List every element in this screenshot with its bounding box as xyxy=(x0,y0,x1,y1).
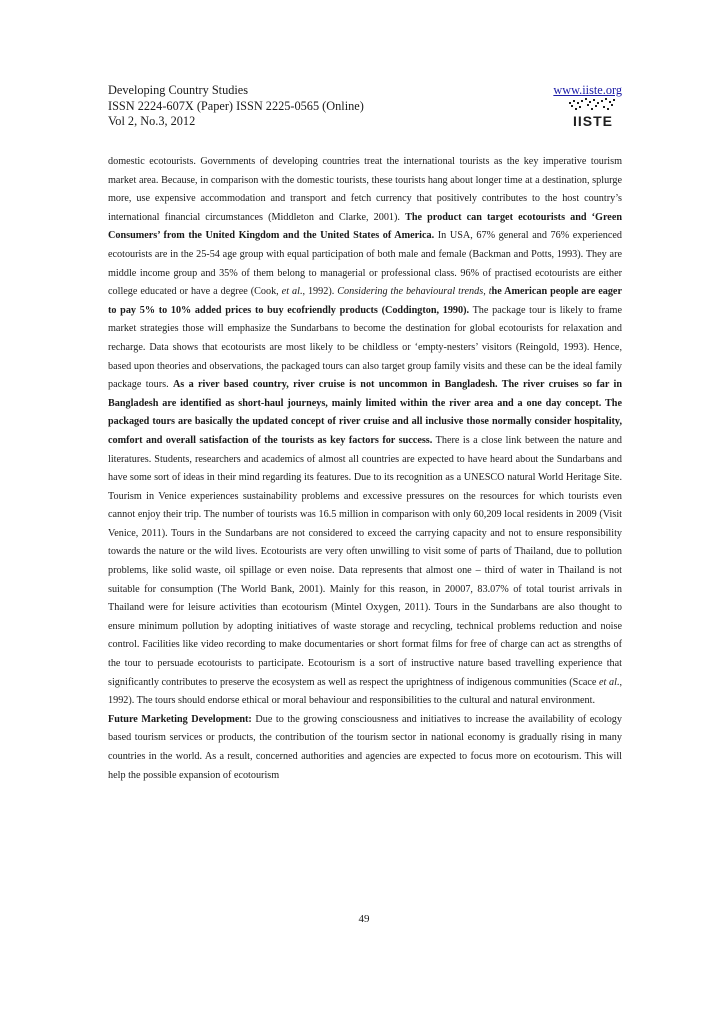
body-paragraph: domestic ecotourists. Governments of developing countries treat the international tourists as the key imperative tourism market area. Because, in comparison with the domestic tourists, these tourists hang about longer time at a destination, splurge more, use expensive accommodation and transport and fetch currency that positively contributes to the host country’s international financial circumstances (Middleton and Clarke, 2001). The product can target ecotourists and ‘Green Consumers’ from the United Kingdom and the United States of America. In USA, 67% general and 76% experienced ecotourists are in the 25-54 age group with equal participation of both male and female (Backman and Potts, 1993). They are middle income group and 35% of them belong to managerial or professional class. 96% of practised ecotourists are either college educated or have a degree (Cook, et al., 1992). Considering the behavioural trends, the American people are eager to pay 5% to 10% added prices to buy ecofriendly products (Coddington, 1990). The package tour is likely to frame market strategies those will emphasize the Sundarbans to become the destination for global ecotourists for relaxation and recharge. Data shows that ecotourists are most likely to be childless or ‘empty-nesters’ visitors (Reingold, 1993). Hence, based upon theories and observations, the packaged tours can also target group family visits and these can be the ideal family package tours. As a river based country, river cruise is not uncommon in Bangladesh. The river cruises so far in Bangladesh are identified as short-haul journeys, mainly limited within the river area and a one day concept. The packaged tours are basically the updated concept of river cruise and all inclusive those normally consider hospitality, comfort and overall satisfaction of the tourists as key factors for success. There is a close link between the nature and literatures. Students, researchers and academics of almost all countries are expected to have heard about the Sundarbans and have some sort of ideas in their mind regarding its features. Due to its recognition as a UNESCO natural World Heritage Site. Tourism in Venice experiences sustainability problems and excessive pressures on the resources for which tourists even cannot enjoy their trip. The number of tourists was 16.5 million in comparison with only 60,209 local residents in 2009 (Visit Venice, 2011). Tours in the Sundarbans are not considered to exceed the carrying capacity and not to ensure responsibility towards the nature or the wild lives. Ecotourists are very often unwilling to visit some of parts of Thailand, due to pollution problems, like solid waste, oil spillage or even noise. Data represents that almost one – third of water in Thailand is not suitable for consumption (The World Bank, 2001). Mainly for this reason, in 20007, 83.07% of total tourist arrivals in Thailand were for leisure activities than ecotourism (Mintel Oxygen, 2011). Tours in the Sundarbans are also thought to ensure minimum pollution by adopting initiatives of waste storage and recycling, technical problems reduction and noise control. Facilities like video recording to make documentaries or short format films for free of charge can act as strengths of the tour to persuade ecotourists to participate. Ecotourism is a sort of instructive nature based travelling experience that significantly contributes to preserve the ecosystem as well as respect the uprightness of indigenous communities (Scace et al., 1992). The tours should endorse ethical or moral behaviour and responsibilities to the cultural and natural environment. xyxy=(108,156,623,707)
future-marketing-paragraph: Future Marketing Development: Due to the growing consciousness and initiatives to increase the availability of ecology based tourism services or products, the contribution of the tourism sector in national economy is gradually rising in many countries in the world. As a result, concerned authorities and agencies are expected to focus more on ecotourism. This will help the possible expansion of ecotourism xyxy=(108,713,622,781)
journal-title: Developing Country Studies xyxy=(108,83,249,97)
page-number: 49 xyxy=(358,913,370,925)
journal-url-link[interactable]: www.iiste.org xyxy=(553,83,622,97)
issn-line: ISSN 2224-607X (Paper) ISSN 2225-0565 (Online) xyxy=(108,98,364,113)
article-body xyxy=(108,153,622,785)
running-header xyxy=(108,83,622,130)
iiste-logo xyxy=(567,98,619,128)
volume-line: Vol 2, No.3, 2012 xyxy=(108,114,196,128)
section-heading: Future Marketing Development: xyxy=(108,713,252,725)
logo-text: IISTE xyxy=(572,113,614,128)
